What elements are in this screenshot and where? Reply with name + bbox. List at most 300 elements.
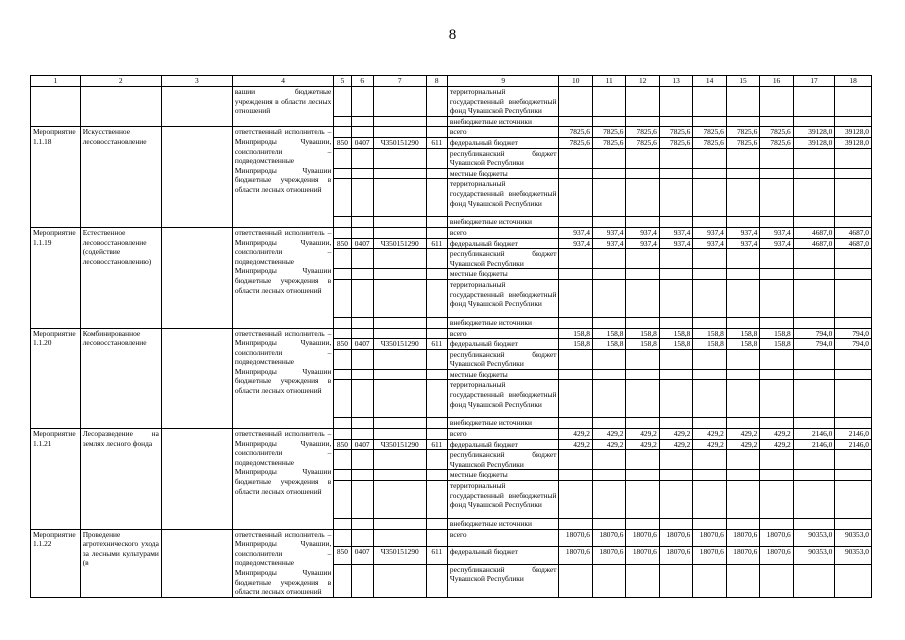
value-cell: 18070,6 <box>760 529 793 546</box>
vr-cell: 611 <box>426 439 447 450</box>
empty-cell <box>726 317 759 328</box>
empty-cell <box>760 317 793 328</box>
value-cell: 158,8 <box>760 339 793 350</box>
empty-cell <box>426 127 447 138</box>
empty-cell <box>760 116 793 127</box>
value-cell: 158,8 <box>592 339 625 350</box>
value-cell: 7825,6 <box>559 127 592 138</box>
value-cell: 7825,6 <box>760 137 793 148</box>
empty-cell <box>659 470 692 481</box>
empty-cell <box>426 227 447 238</box>
empty-cell <box>693 279 726 317</box>
source-cell: всего <box>447 227 559 238</box>
source-cell: республиканский бюджет Чувашской Республики <box>447 148 559 168</box>
event-row <box>31 127 872 138</box>
empty-cell <box>693 470 726 481</box>
grbs-cell: 850 <box>334 137 351 148</box>
empty-cell <box>373 470 426 481</box>
value-cell: 2146,0 <box>835 429 872 440</box>
empty-cell <box>373 369 426 380</box>
value-cell: 937,4 <box>760 238 793 249</box>
source-cell: территориальный государственный внебюджетный фонд Чувашской Республики <box>447 279 559 317</box>
value-cell: 18070,6 <box>592 547 625 564</box>
column-header: 2 <box>80 76 161 87</box>
empty-cell <box>626 249 659 269</box>
empty-cell <box>559 349 592 369</box>
empty-cell <box>793 349 835 369</box>
empty-cell <box>726 168 759 179</box>
source-cell: внебюджетные источники <box>447 418 559 429</box>
empty-cell <box>559 418 592 429</box>
empty-cell <box>626 450 659 470</box>
empty-cell <box>559 450 592 470</box>
event-code-cell: Мероприятие 1.1.20 <box>31 328 81 429</box>
source-cell: федеральный бюджет <box>447 137 559 148</box>
source-cell: внебюджетные источники <box>447 317 559 328</box>
empty-cell <box>373 328 426 339</box>
empty-cell <box>426 418 447 429</box>
empty-cell <box>426 249 447 269</box>
empty-cell <box>760 418 793 429</box>
empty-cell <box>334 317 351 328</box>
column-header: 6 <box>351 76 373 87</box>
empty-cell <box>559 179 592 217</box>
value-cell: 39128,0 <box>793 137 835 148</box>
empty-cell <box>835 470 872 481</box>
empty-cell <box>626 519 659 530</box>
empty-cell <box>334 227 351 238</box>
empty-cell <box>760 481 793 519</box>
value-cell: 937,4 <box>559 227 592 238</box>
value-cell: 18070,6 <box>559 529 592 546</box>
empty-cell <box>426 269 447 280</box>
empty-cell <box>351 529 373 546</box>
empty-cell <box>559 470 592 481</box>
empty-cell <box>592 519 625 530</box>
value-cell: 429,2 <box>693 429 726 440</box>
empty-cell <box>351 328 373 339</box>
value-cell: 937,4 <box>592 227 625 238</box>
value-cell: 18070,6 <box>559 547 592 564</box>
value-cell: 937,4 <box>726 227 759 238</box>
value-cell: 158,8 <box>726 328 759 339</box>
value-cell: 18070,6 <box>726 547 759 564</box>
value-cell: 937,4 <box>693 227 726 238</box>
rzpr-cell: 0407 <box>351 238 373 249</box>
source-cell: федеральный бюджет <box>447 439 559 450</box>
source-cell: всего <box>447 328 559 339</box>
empty-cell <box>592 470 625 481</box>
source-cell: местные бюджеты <box>447 269 559 280</box>
value-cell: 7825,6 <box>659 127 692 138</box>
empty-cell <box>693 116 726 127</box>
value-cell: 937,4 <box>760 227 793 238</box>
value-cell: 794,0 <box>835 339 872 350</box>
empty-cell <box>626 269 659 280</box>
empty-cell <box>559 269 592 280</box>
event-row <box>31 328 872 339</box>
empty-cell <box>693 168 726 179</box>
empty-cell <box>559 217 592 228</box>
empty-cell <box>835 168 872 179</box>
empty-cell <box>626 470 659 481</box>
empty-cell <box>592 450 625 470</box>
value-cell: 18070,6 <box>726 529 759 546</box>
value-cell: 429,2 <box>693 439 726 450</box>
empty-cell <box>351 279 373 317</box>
source-cell: республиканский бюджет Чувашской Республики <box>447 564 559 597</box>
empty-cell <box>334 418 351 429</box>
value-cell: 2146,0 <box>835 439 872 450</box>
empty-cell <box>726 249 759 269</box>
empty-cell <box>592 148 625 168</box>
value-cell: 937,4 <box>659 227 692 238</box>
executor-cell: ответственный исполнитель – Минприроды Чувашии, соисполнители – подведомственные Минприроды Чувашии бюджетные учреждения в области лесных отношений <box>232 529 333 597</box>
column-header: 13 <box>659 76 692 87</box>
empty-cell <box>726 349 759 369</box>
program-cell <box>161 429 232 530</box>
empty-cell <box>793 369 835 380</box>
executor-cell: ответственный исполнитель – Минприроды Чувашии, соисполнители – подведомственные Минприроды Чувашии бюджетные учреждения в области лесных отношений <box>232 328 333 429</box>
empty-cell <box>559 168 592 179</box>
empty-cell <box>835 148 872 168</box>
value-cell: 18070,6 <box>693 529 726 546</box>
budget-table <box>30 75 872 598</box>
executor-cell: ответственный исполнитель – Минприроды Чувашии, соисполнители – подведомственные Минприроды Чувашии бюджетные учреждения в области лесных отношений <box>232 429 333 530</box>
event-name-cell: Искусственное лесовосстановление <box>80 127 161 228</box>
empty-cell <box>373 279 426 317</box>
value-cell: 158,8 <box>626 339 659 350</box>
empty-cell <box>426 529 447 546</box>
empty-cell <box>693 481 726 519</box>
vr-cell: 611 <box>426 547 447 564</box>
empty-cell <box>373 418 426 429</box>
csr-cell: Ч350151290 <box>373 547 426 564</box>
empty-cell <box>693 380 726 418</box>
value-cell: 429,2 <box>626 439 659 450</box>
empty-cell <box>760 450 793 470</box>
empty-cell <box>334 328 351 339</box>
empty-cell <box>760 470 793 481</box>
empty-cell <box>760 519 793 530</box>
source-cell: местные бюджеты <box>447 369 559 380</box>
value-cell: 158,8 <box>760 328 793 339</box>
empty-cell <box>334 429 351 440</box>
empty-cell <box>351 564 373 597</box>
empty-cell <box>760 269 793 280</box>
source-cell: местные бюджеты <box>447 470 559 481</box>
value-cell: 39128,0 <box>835 127 872 138</box>
source-cell: республиканский бюджет Чувашской Республики <box>447 249 559 269</box>
source-cell: территориальный государственный внебюджетный фонд Чувашской Республики <box>447 179 559 217</box>
column-header: 3 <box>161 76 232 87</box>
empty-cell <box>351 168 373 179</box>
empty-cell <box>559 249 592 269</box>
empty-cell <box>426 564 447 597</box>
value-cell: 39128,0 <box>835 137 872 148</box>
empty-cell <box>334 369 351 380</box>
value-cell: 39128,0 <box>793 127 835 138</box>
empty-cell <box>693 418 726 429</box>
value-cell: 429,2 <box>659 439 692 450</box>
empty-cell <box>659 179 692 217</box>
value-cell: 429,2 <box>760 429 793 440</box>
source-cell: местные бюджеты <box>447 168 559 179</box>
empty-cell <box>659 481 692 519</box>
value-cell: 429,2 <box>592 439 625 450</box>
empty-cell <box>835 418 872 429</box>
empty-cell <box>351 269 373 280</box>
empty-cell <box>373 529 426 546</box>
empty-cell <box>626 369 659 380</box>
empty-cell <box>659 249 692 269</box>
empty-cell <box>760 179 793 217</box>
value-cell: 90353,0 <box>835 529 872 546</box>
column-header: 5 <box>334 76 351 87</box>
empty-cell <box>693 179 726 217</box>
value-cell: 7825,6 <box>626 127 659 138</box>
value-cell: 429,2 <box>659 429 692 440</box>
empty-cell <box>426 328 447 339</box>
empty-cell <box>726 481 759 519</box>
empty-cell <box>334 269 351 280</box>
empty-cell <box>626 279 659 317</box>
empty-cell <box>351 369 373 380</box>
value-cell: 18070,6 <box>592 529 625 546</box>
value-cell: 429,2 <box>726 439 759 450</box>
empty-cell <box>760 148 793 168</box>
vr-cell: 611 <box>426 137 447 148</box>
event-name-cell: Лесоразведение на землях лесного фонда <box>80 429 161 530</box>
value-cell: 158,8 <box>693 339 726 350</box>
rzpr-cell: 0407 <box>351 137 373 148</box>
empty-cell <box>693 450 726 470</box>
empty-cell <box>626 217 659 228</box>
empty-cell <box>835 317 872 328</box>
value-cell: 158,8 <box>659 339 692 350</box>
empty-cell <box>726 418 759 429</box>
value-cell: 90353,0 <box>793 529 835 546</box>
empty-cell <box>626 418 659 429</box>
value-cell: 7825,6 <box>760 127 793 138</box>
empty-cell <box>693 217 726 228</box>
empty-cell <box>426 217 447 228</box>
empty-cell <box>726 519 759 530</box>
empty-cell <box>426 179 447 217</box>
value-cell: 90353,0 <box>835 547 872 564</box>
empty-cell <box>334 116 351 127</box>
empty-cell <box>351 317 373 328</box>
empty-cell <box>659 564 692 597</box>
source-cell: территориальный государственный внебюджетный фонд Чувашской Республики <box>447 87 559 117</box>
empty-cell <box>426 519 447 530</box>
empty-cell <box>693 269 726 280</box>
source-cell: всего <box>447 429 559 440</box>
empty-cell <box>793 418 835 429</box>
executor-cell: ответственный исполнитель – Минприроды Чувашии, соисполнители – подведомственные Минприроды Чувашии бюджетные учреждения в области лесных отношений <box>232 127 333 228</box>
empty-cell <box>351 87 373 117</box>
empty-cell <box>760 168 793 179</box>
empty-cell <box>373 227 426 238</box>
value-cell: 158,8 <box>592 328 625 339</box>
empty-cell <box>351 148 373 168</box>
empty-cell <box>760 349 793 369</box>
empty-cell <box>592 279 625 317</box>
empty-cell <box>559 87 592 117</box>
rzpr-cell: 0407 <box>351 339 373 350</box>
empty-cell <box>373 317 426 328</box>
program-cell <box>161 328 232 429</box>
empty-cell <box>793 470 835 481</box>
empty-cell <box>351 249 373 269</box>
event-name-cell: Комбинированное лесовосстановление <box>80 328 161 429</box>
empty-cell <box>334 249 351 269</box>
value-cell: 7825,6 <box>726 127 759 138</box>
empty-cell <box>592 87 625 117</box>
empty-cell <box>693 317 726 328</box>
empty-cell <box>559 380 592 418</box>
csr-cell: Ч350151290 <box>373 238 426 249</box>
value-cell: 4687,0 <box>793 238 835 249</box>
empty-cell <box>835 269 872 280</box>
empty-cell <box>835 450 872 470</box>
rzpr-cell: 0407 <box>351 439 373 450</box>
empty-cell <box>426 317 447 328</box>
event-row <box>31 227 872 238</box>
empty-cell <box>760 249 793 269</box>
empty-cell <box>835 349 872 369</box>
empty-cell <box>426 279 447 317</box>
empty-cell <box>659 519 692 530</box>
empty-cell <box>426 168 447 179</box>
empty-cell <box>334 87 351 117</box>
value-cell: 429,2 <box>626 429 659 440</box>
value-cell: 7825,6 <box>659 137 692 148</box>
empty-cell <box>559 369 592 380</box>
empty-cell <box>373 179 426 217</box>
csr-cell: Ч350151290 <box>373 439 426 450</box>
event-code-cell: Мероприятие 1.1.19 <box>31 227 81 328</box>
column-header: 9 <box>447 76 559 87</box>
value-cell: 18070,6 <box>626 529 659 546</box>
empty-cell <box>592 116 625 127</box>
empty-cell <box>559 481 592 519</box>
value-cell: 429,2 <box>726 429 759 440</box>
event-code-cell: Мероприятие 1.1.18 <box>31 127 81 228</box>
empty-cell <box>659 317 692 328</box>
column-header: 12 <box>626 76 659 87</box>
value-cell: 18070,6 <box>693 547 726 564</box>
empty-cell <box>334 179 351 217</box>
empty-cell <box>373 450 426 470</box>
value-cell: 18070,6 <box>626 547 659 564</box>
grbs-cell: 850 <box>334 238 351 249</box>
empty-cell <box>726 279 759 317</box>
empty-cell <box>559 279 592 317</box>
empty-cell <box>426 450 447 470</box>
empty-cell <box>626 179 659 217</box>
empty-cell <box>559 317 592 328</box>
empty-cell <box>793 450 835 470</box>
empty-cell <box>334 127 351 138</box>
value-cell: 7825,6 <box>592 137 625 148</box>
empty-cell <box>592 269 625 280</box>
empty-cell <box>351 380 373 418</box>
empty-cell <box>760 279 793 317</box>
empty-cell <box>659 279 692 317</box>
empty-cell <box>373 481 426 519</box>
empty-cell <box>351 227 373 238</box>
empty-cell <box>835 87 872 117</box>
source-cell: территориальный государственный внебюджетный фонд Чувашской Республики <box>447 481 559 519</box>
empty-cell <box>793 279 835 317</box>
empty-cell <box>726 179 759 217</box>
empty-cell <box>659 168 692 179</box>
empty-cell <box>726 380 759 418</box>
empty-cell <box>351 519 373 530</box>
program-cell <box>161 87 232 127</box>
column-header: 18 <box>835 76 872 87</box>
header-row <box>31 76 872 87</box>
event-code-cell <box>31 87 81 127</box>
empty-cell <box>373 349 426 369</box>
empty-cell <box>760 87 793 117</box>
event-name-cell: Естественное лесовосстановление (содействие лесовосстановлению) <box>80 227 161 328</box>
empty-cell <box>426 369 447 380</box>
value-cell: 7825,6 <box>726 137 759 148</box>
empty-cell <box>351 179 373 217</box>
empty-cell <box>373 217 426 228</box>
event-name-cell: Проведение агротехнического ухода за лесными культурами (в <box>80 529 161 597</box>
value-cell: 7825,6 <box>626 137 659 148</box>
value-cell: 158,8 <box>693 328 726 339</box>
empty-cell <box>793 179 835 217</box>
source-cell: всего <box>447 127 559 138</box>
empty-cell <box>760 217 793 228</box>
empty-cell <box>793 217 835 228</box>
empty-cell <box>793 481 835 519</box>
empty-cell <box>835 369 872 380</box>
empty-cell <box>793 148 835 168</box>
value-cell: 90353,0 <box>793 547 835 564</box>
empty-cell <box>835 519 872 530</box>
column-header: 4 <box>232 76 333 87</box>
empty-cell <box>592 369 625 380</box>
source-cell: республиканский бюджет Чувашской Республики <box>447 349 559 369</box>
empty-cell <box>373 519 426 530</box>
program-cell <box>161 127 232 228</box>
empty-cell <box>592 481 625 519</box>
value-cell: 18070,6 <box>760 547 793 564</box>
empty-cell <box>592 317 625 328</box>
value-cell: 937,4 <box>693 238 726 249</box>
empty-cell <box>373 87 426 117</box>
empty-cell <box>351 418 373 429</box>
empty-cell <box>592 168 625 179</box>
empty-cell <box>726 269 759 280</box>
empty-cell <box>659 116 692 127</box>
empty-cell <box>426 380 447 418</box>
source-cell: территориальный государственный внебюджетный фонд Чувашской Республики <box>447 380 559 418</box>
empty-cell <box>373 148 426 168</box>
empty-cell <box>659 450 692 470</box>
empty-cell <box>835 249 872 269</box>
value-cell: 794,0 <box>835 328 872 339</box>
empty-cell <box>659 369 692 380</box>
value-cell: 158,8 <box>626 328 659 339</box>
empty-cell <box>659 380 692 418</box>
empty-cell <box>334 470 351 481</box>
